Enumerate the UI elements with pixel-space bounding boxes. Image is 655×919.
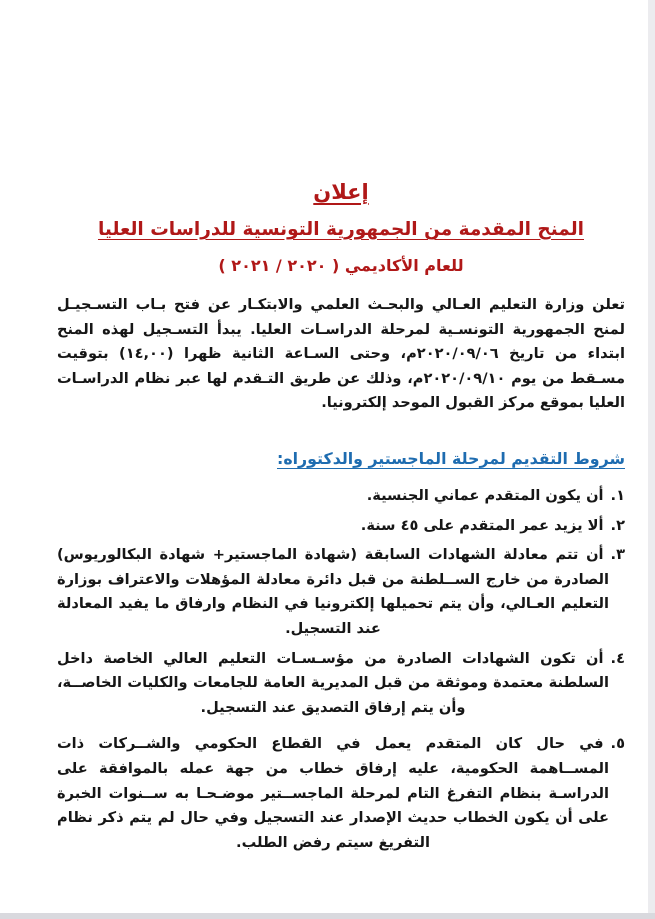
condition-number: ٢. xyxy=(610,516,625,534)
page-edge-bottom-strip xyxy=(0,913,655,919)
grants-subtitle: المنح المقدمة من الجمهورية التونسية للدراسات العليا xyxy=(97,219,584,240)
condition-text: أن تتم معادلة الشهادات السابقة (شهادة الماجستير+ شهادة البكالوريوس) الصادرة من خارج الســلطنة من قبل دائرة معادلة المؤهلات والاعتراف بوزارة التعليم العـالي، وأن يتم تحميلها إلكترونيا في النظام وارفاق ما يفيد المعادلة عند التسجيل. xyxy=(57,546,609,637)
condition-item xyxy=(57,514,625,539)
page-edge-right-strip xyxy=(648,0,655,919)
intro-paragraph: تعلن وزارة التعليم العـالي والبحـث العلمي والابتكـار عن فتح بـاب التسـجيـل لمنح الجمهورية التونسـية لمرحلة الدراسـات العليا. يبدأ التسـجيل لهذه المنح ابتداء من تاريخ ٢٠٢٠/٠٩/٠٦م، وحتى السـاعة الثانية ظهرا (١٤,٠٠) بتوقيت مسـقط من يوم ٢٠٢٠/٠٩/١٠م، وذلك عن طريق التـقدم لها عبر نظام الدراسـات العليا بموقع مركز القبول الموحد إلكترونيا. xyxy=(57,296,625,412)
condition-number: ٥. xyxy=(610,735,625,753)
condition-item xyxy=(57,647,625,721)
condition-text: في حال كان المتقدم يعمل في القطاع الحكومي والشــركات ذات المســاهمة الحكومية، عليه إرفاق خطاب من جهة عمله بالموافقة على الدراسـة بنظام التفرغ التام لمرحلة الماجســتير موضـحـا به ســنوات الخبرة على أن يكون الخطاب حديث الإصدار عند التسجيل وفي حال لم يتم ذكر نظام التفريغ سيتم رفض الطلب. xyxy=(57,735,609,851)
condition-number: ٣. xyxy=(610,546,625,564)
condition-text: أن تكون الشهادات الصادرة من مؤسـسـات التعليم العالي الخاصة داخل السلطنة معتمدة وموثقة من قبل المديرية العامة للجامعات والكليات الخاصــة، وأن يتم إرفاق التصديق عند التسجيل. xyxy=(57,649,609,716)
announcement-document xyxy=(57,0,625,855)
condition-text: أن يكون المتقدم عماني الجنسية. xyxy=(366,486,604,504)
condition-number: ٤. xyxy=(610,649,625,667)
condition-item xyxy=(57,543,625,641)
condition-text: ألا يزيد عمر المتقدم على ٤٥ سنة. xyxy=(360,516,604,534)
conditions-heading: شروط التقديم لمرحلة الماجستير والدكتوراه: xyxy=(277,448,625,468)
announcement-title: إعلان xyxy=(313,180,369,204)
condition-number: ١. xyxy=(610,486,625,504)
condition-item xyxy=(57,484,625,509)
academic-year-line: للعام الأكاديمي ( ٢٠٢٠ / ٢٠٢١ ) xyxy=(218,256,464,275)
condition-item xyxy=(57,732,625,855)
